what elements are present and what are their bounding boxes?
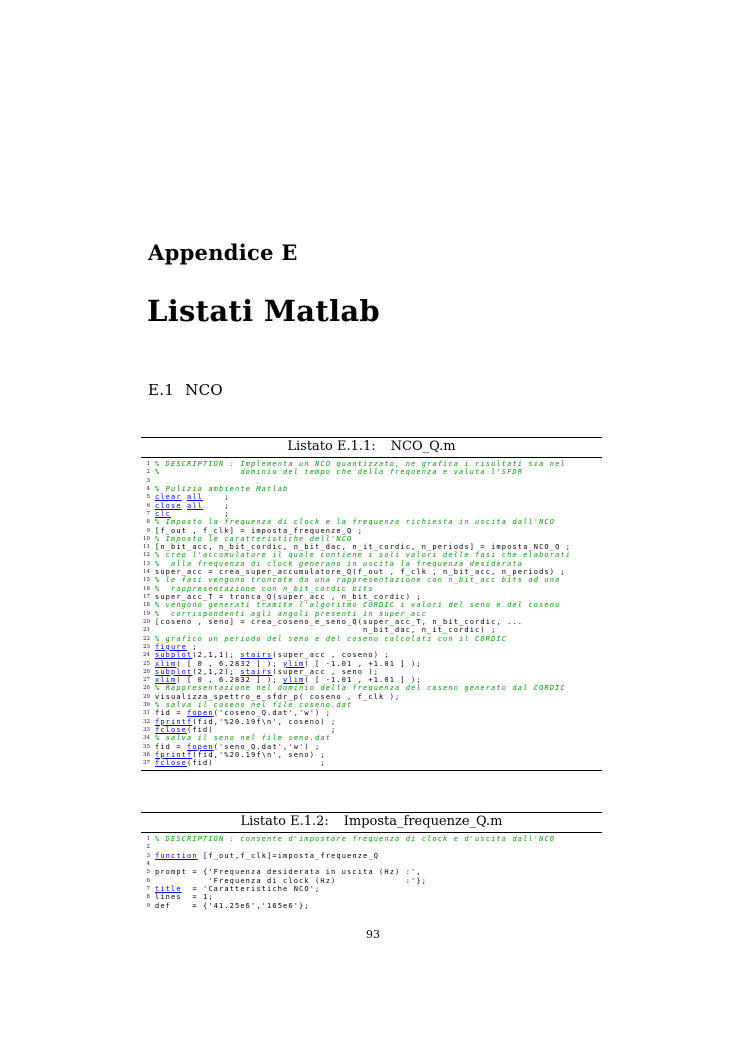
code-text: function [f_out,f_clk]=imposta_frequenze_Q xyxy=(155,851,380,860)
code-text: lines = 1; xyxy=(155,893,214,902)
code-line xyxy=(141,852,602,860)
line-number: 21 xyxy=(143,627,150,634)
line-number: 2 xyxy=(146,469,150,476)
line-number: 9 xyxy=(146,902,150,909)
code-line xyxy=(141,709,602,717)
code-text xyxy=(155,477,602,485)
line-number: 29 xyxy=(143,693,150,700)
code-text: % DESCRIPTION : consente d'impostare frequenza di clock e d'uscita dall'NCO xyxy=(155,835,556,843)
listing-caption xyxy=(141,812,602,833)
line-number: 33 xyxy=(143,727,150,733)
code-line xyxy=(141,493,602,501)
section-number: E.1 xyxy=(148,381,175,399)
line-number: 9 xyxy=(146,527,150,534)
code-text: def = {'41.25e6','165e6'}; xyxy=(155,901,310,910)
code-line xyxy=(141,551,602,559)
line-number: 5 xyxy=(146,869,150,876)
code-text: title = 'Caratteristiche NCO'; xyxy=(155,884,321,893)
code-line xyxy=(141,635,602,643)
code-line xyxy=(141,718,602,726)
code-text: % dominio del tempo che della frequenza e valuta l'SFDR xyxy=(155,468,524,477)
code-text: % le fasi vengono troncate da una rappresentazione con n_bit_acc bits ad una xyxy=(155,576,561,585)
code-text: [coseno , seno] = crea_coseno_e_seno_Q(super_acc_T, n_bit_cordic, ... xyxy=(155,617,524,626)
code-line xyxy=(141,868,602,876)
line-number: 11 xyxy=(143,544,150,551)
line-number: 32 xyxy=(143,718,150,725)
code-line xyxy=(141,477,602,485)
code-text: % rappresentazione con n_bit_cordic bits xyxy=(155,584,374,593)
code-line xyxy=(141,684,602,692)
line-number: 1 xyxy=(146,461,150,467)
chapter-label: Appendice E xyxy=(148,240,298,265)
code-listing-2 xyxy=(141,812,602,912)
line-number: 25 xyxy=(143,660,150,667)
line-number: 20 xyxy=(143,618,150,625)
code-text: % salva il seno nel file seno.dat xyxy=(155,734,332,743)
code-text: [f_out , f_clk] = imposta_frequenze_Q ; xyxy=(155,526,364,535)
code-text: fid = fopen('seno_Q.dat','w') ; xyxy=(155,742,321,751)
code-text: n_bit_dac, n_it_cordic) ; xyxy=(155,626,497,635)
code-line xyxy=(141,701,602,709)
line-number: 28 xyxy=(143,685,150,692)
code-line xyxy=(141,902,602,910)
line-number: 7 xyxy=(146,510,150,517)
line-number: 5 xyxy=(146,494,150,501)
line-number: 2 xyxy=(146,844,150,851)
code-text: fclose(fid) ; xyxy=(155,759,326,768)
code-text xyxy=(155,843,602,851)
code-line xyxy=(141,560,602,568)
line-number: 26 xyxy=(143,668,150,675)
code-line xyxy=(141,601,602,609)
code-text xyxy=(155,860,602,868)
listing-caption xyxy=(141,437,602,458)
code-text: subplot(2,1,1); stairs(super_acc , coseno) ; xyxy=(155,651,390,660)
code-text: prompt = {'Frequenza desiderata in uscita (Hz) :', xyxy=(155,868,422,877)
line-number: 3 xyxy=(146,477,150,484)
line-number: 31 xyxy=(143,710,150,717)
code-text: xlim( [ 0 , 6.2832 ] ); ylim( [ -1.01 , +1.01 ] ); xyxy=(155,659,422,668)
line-number: 14 xyxy=(143,569,150,576)
line-number: 3 xyxy=(146,852,150,859)
line-number: 16 xyxy=(143,585,150,592)
line-number: 15 xyxy=(143,577,150,584)
line-number: 22 xyxy=(143,635,150,642)
line-number: 30 xyxy=(143,702,150,709)
code-text: % Pulizia ambiente Matlab xyxy=(155,484,289,493)
code-text: % creo l'accumulatore il quale contiene i soli valori delle fasi che elaborati xyxy=(155,551,572,560)
code-lines xyxy=(141,833,602,912)
line-number: 35 xyxy=(143,743,150,750)
page-number: 93 xyxy=(366,928,380,941)
code-line xyxy=(141,893,602,901)
code-line xyxy=(141,527,602,535)
code-line xyxy=(141,877,602,885)
line-number: 17 xyxy=(143,594,150,600)
chapter-title: Listati Matlab xyxy=(147,294,380,328)
code-text: xlim( [ 0 , 6.2832 ] ); ylim( [ -1.01 , +1.01 ] ); xyxy=(155,676,422,685)
code-text: % corrispondenti agli angoli presenti in super_acc xyxy=(155,609,428,618)
line-number: 19 xyxy=(143,610,150,617)
code-line xyxy=(141,468,602,476)
line-number: 27 xyxy=(143,677,150,684)
code-line xyxy=(141,510,602,518)
code-text: close all ; xyxy=(155,501,230,510)
line-number: 10 xyxy=(143,535,150,542)
code-line xyxy=(141,626,602,634)
code-line xyxy=(141,751,602,759)
code-line xyxy=(141,585,602,593)
code-line xyxy=(141,759,602,767)
code-line xyxy=(141,835,602,843)
section-heading xyxy=(148,381,223,399)
code-line xyxy=(141,743,602,751)
code-line xyxy=(141,843,602,851)
code-text: % vengono generati tramite l'algoritmo CORDIC i valori del seno e del coseno xyxy=(155,601,561,610)
listing-caption-filename: Imposta_frequenze_Q.m xyxy=(343,814,503,829)
line-number: 6 xyxy=(146,502,150,509)
code-text: fid = fopen('coseno_Q.dat','w') ; xyxy=(155,709,332,718)
code-text: fprintf(fid,'%20.19f\n', seno) ; xyxy=(155,750,326,759)
code-line xyxy=(141,885,602,893)
code-line xyxy=(141,460,602,468)
code-text: fclose(fid) ; xyxy=(155,726,337,734)
line-number: 4 xyxy=(146,485,150,492)
code-line xyxy=(141,485,602,493)
code-text: clear all ; xyxy=(155,493,230,502)
section-title: NCO xyxy=(185,381,223,399)
code-line xyxy=(141,576,602,584)
code-line xyxy=(141,693,602,701)
line-number: 8 xyxy=(146,894,150,901)
code-line xyxy=(141,593,602,601)
code-line xyxy=(141,535,602,543)
code-line xyxy=(141,668,602,676)
code-text: % Rappresentazione nel dominio della frequenza del coseno generato dal CORDIC xyxy=(155,684,566,693)
code-line xyxy=(141,618,602,626)
code-text: super_acc = crea_super_accumulatore_Q(f_out , f_clk , n_bit_acc, n_periods) ; xyxy=(155,568,566,577)
code-listing-1 xyxy=(141,437,602,771)
code-text: super_acc_T = tronca_Q(super_acc , n_bit_cordic) ; xyxy=(155,593,422,601)
code-line xyxy=(141,543,602,551)
code-text: 'Frequenza di clock (Hz) :'}; xyxy=(155,876,428,885)
code-text: % grafico un periodo del seno e del coseno calcolati con il CORDIC xyxy=(155,634,508,643)
code-line xyxy=(141,860,602,868)
code-text: % Imposto le caratteristiche dell'NCO xyxy=(155,534,353,543)
code-text: clc ; xyxy=(155,509,230,518)
line-number: 4 xyxy=(146,860,150,867)
code-text: fprintf(fid,'%20.19f\n', coseno) ; xyxy=(155,717,337,726)
code-line xyxy=(141,660,602,668)
line-number: 37 xyxy=(143,760,150,767)
line-number: 23 xyxy=(143,643,150,650)
code-line xyxy=(141,726,602,734)
code-line xyxy=(141,643,602,651)
listing-caption-label: Listato E.1.2: xyxy=(240,814,329,829)
code-text: subplot(2,1,2); stairs(super_acc , seno ); xyxy=(155,667,380,676)
line-number: 7 xyxy=(146,885,150,892)
code-line xyxy=(141,568,602,576)
code-line xyxy=(141,518,602,526)
line-number: 1 xyxy=(146,836,150,842)
code-line xyxy=(141,610,602,618)
listing-caption-label: Listato E.1.1: xyxy=(287,439,376,454)
code-text: % alla frequenza di clock generano in uscita la frequenza desiderata xyxy=(155,559,524,568)
code-line xyxy=(141,734,602,742)
line-number: 6 xyxy=(146,877,150,884)
line-number: 24 xyxy=(143,652,150,659)
listing-caption-filename: NCO_Q.m xyxy=(390,439,456,454)
line-number: 8 xyxy=(146,519,150,526)
code-text: [n_bit_acc, n_bit_cordic, n_bit_dac, n_it_cordic, n_periods] = imposta_NCO_Q ; xyxy=(155,543,572,552)
code-line xyxy=(141,676,602,684)
code-text: % salva il coseno nel file coseno.dat xyxy=(155,701,353,710)
line-number: 13 xyxy=(143,560,150,567)
code-line xyxy=(141,502,602,510)
code-text: figure ; xyxy=(155,642,198,651)
line-number: 18 xyxy=(143,602,150,609)
code-lines xyxy=(141,458,602,771)
code-text: % Imposto la frequenza di clock e la frequenza richiesta in uscita dall'NCO xyxy=(155,518,556,527)
code-text: visualizza_spettro_e_sfdr_p( coseno , f_clk ); xyxy=(155,692,401,701)
code-text: % DESCRIPTION : Implementa un NCO quantizzato, ne grafica i risultati sia nel xyxy=(155,460,566,468)
line-number: 12 xyxy=(143,552,150,559)
line-number: 36 xyxy=(143,751,150,758)
line-number: 34 xyxy=(143,735,150,742)
code-line xyxy=(141,651,602,659)
